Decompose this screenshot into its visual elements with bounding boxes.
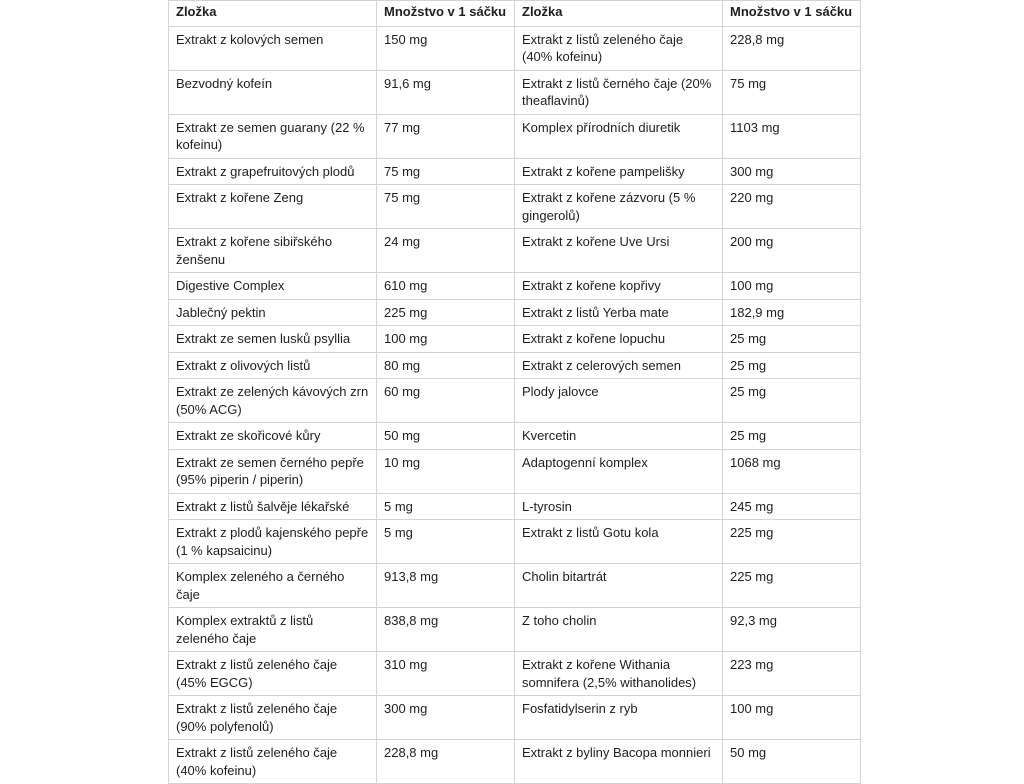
- amount-cell: 182,9 mg: [723, 299, 861, 326]
- amount-cell: 5 mg: [377, 520, 515, 564]
- table-row: [169, 352, 861, 379]
- ingredient-cell: Cholin bitartrát: [515, 564, 723, 608]
- ingredient-cell: Extrakt z kolových semen: [169, 26, 377, 70]
- table-row: [169, 520, 861, 564]
- ingredient-cell: Komplex přírodních diuretik: [515, 114, 723, 158]
- amount-cell: 5 mg: [377, 493, 515, 520]
- ingredient-cell: Extrakt ze semen lusků psyllia: [169, 326, 377, 353]
- amount-cell: 100 mg: [377, 326, 515, 353]
- amount-cell: 91,6 mg: [377, 70, 515, 114]
- table-row: [169, 423, 861, 450]
- amount-cell: 225 mg: [377, 299, 515, 326]
- table-row: [169, 70, 861, 114]
- table-row: [169, 158, 861, 185]
- ingredient-cell: Kvercetin: [515, 423, 723, 450]
- ingredient-cell: Extrakt z kořene Zeng: [169, 185, 377, 229]
- table-row: [169, 608, 861, 652]
- amount-cell: 913,8 mg: [377, 564, 515, 608]
- amount-cell: 228,8 mg: [377, 740, 515, 784]
- header-ingredient-left: Zložka: [169, 1, 377, 27]
- amount-cell: 60 mg: [377, 379, 515, 423]
- table-row: [169, 696, 861, 740]
- amount-cell: 50 mg: [723, 740, 861, 784]
- ingredient-cell: Plody jalovce: [515, 379, 723, 423]
- ingredient-cell: Extrakt z kořene lopuchu: [515, 326, 723, 353]
- amount-cell: 245 mg: [723, 493, 861, 520]
- table-row: [169, 273, 861, 300]
- ingredient-cell: Z toho cholin: [515, 608, 723, 652]
- table-row: [169, 326, 861, 353]
- ingredient-cell: Adaptogenní komplex: [515, 449, 723, 493]
- table-row: [169, 740, 861, 784]
- ingredient-cell: Extrakt z olivových listů: [169, 352, 377, 379]
- ingredient-cell: Extrakt z kořene zázvoru (5 % gingerolů): [515, 185, 723, 229]
- ingredient-cell: Extrakt z listů zeleného čaje (40% kofeinu): [169, 740, 377, 784]
- table-row: [169, 493, 861, 520]
- ingredient-cell: Extrakt z byliny Bacopa monnieri: [515, 740, 723, 784]
- ingredient-cell: Extrakt z listů zeleného čaje (90% polyfenolů): [169, 696, 377, 740]
- ingredients-table-container: [168, 0, 860, 784]
- amount-cell: 10 mg: [377, 449, 515, 493]
- table-row: [169, 185, 861, 229]
- ingredient-cell: Extrakt z grapefruitových plodů: [169, 158, 377, 185]
- ingredient-cell: Extrakt z plodů kajenského pepře (1 % kapsaicinu): [169, 520, 377, 564]
- amount-cell: 75 mg: [377, 185, 515, 229]
- table-row: [169, 114, 861, 158]
- ingredient-cell: Extrakt z kořene Withania somnifera (2,5% withanolides): [515, 652, 723, 696]
- table-row: [169, 379, 861, 423]
- amount-cell: 225 mg: [723, 520, 861, 564]
- amount-cell: 25 mg: [723, 352, 861, 379]
- ingredient-cell: Jablečný pektin: [169, 299, 377, 326]
- amount-cell: 310 mg: [377, 652, 515, 696]
- ingredient-cell: Extrakt z listů Gotu kola: [515, 520, 723, 564]
- amount-cell: 150 mg: [377, 26, 515, 70]
- ingredient-cell: Extrakt z listů černého čaje (20% theaflavinů): [515, 70, 723, 114]
- amount-cell: 838,8 mg: [377, 608, 515, 652]
- ingredient-cell: Extrakt z listů šalvěje lékařské: [169, 493, 377, 520]
- table-header-row: [169, 1, 861, 27]
- amount-cell: 92,3 mg: [723, 608, 861, 652]
- ingredient-cell: Bezvodný kofeín: [169, 70, 377, 114]
- table-row: [169, 564, 861, 608]
- amount-cell: 228,8 mg: [723, 26, 861, 70]
- amount-cell: 75 mg: [723, 70, 861, 114]
- amount-cell: 610 mg: [377, 273, 515, 300]
- ingredient-cell: Extrakt z listů Yerba mate: [515, 299, 723, 326]
- ingredient-cell: Komplex zeleného a černého čaje: [169, 564, 377, 608]
- header-ingredient-right: Zložka: [515, 1, 723, 27]
- table-row: [169, 449, 861, 493]
- ingredients-table: [168, 0, 861, 784]
- amount-cell: 75 mg: [377, 158, 515, 185]
- table-row: [169, 652, 861, 696]
- amount-cell: 25 mg: [723, 379, 861, 423]
- ingredient-cell: Extrakt ze semen guarany (22 % kofeinu): [169, 114, 377, 158]
- ingredient-cell: Extrakt z kořene pampelišky: [515, 158, 723, 185]
- amount-cell: 77 mg: [377, 114, 515, 158]
- ingredient-cell: Fosfatidylserin z ryb: [515, 696, 723, 740]
- amount-cell: 225 mg: [723, 564, 861, 608]
- amount-cell: 24 mg: [377, 229, 515, 273]
- ingredient-cell: Extrakt ze skořicové kůry: [169, 423, 377, 450]
- table-row: [169, 299, 861, 326]
- amount-cell: 25 mg: [723, 326, 861, 353]
- amount-cell: 50 mg: [377, 423, 515, 450]
- header-amount-right: Množstvo v 1 sáčku: [723, 1, 861, 27]
- amount-cell: 100 mg: [723, 273, 861, 300]
- amount-cell: 80 mg: [377, 352, 515, 379]
- amount-cell: 223 mg: [723, 652, 861, 696]
- ingredient-cell: Extrakt z kořene sibiřského ženšenu: [169, 229, 377, 273]
- table-row: [169, 26, 861, 70]
- ingredient-cell: L-tyrosin: [515, 493, 723, 520]
- ingredient-cell: Extrakt ze zelených kávových zrn (50% ACG): [169, 379, 377, 423]
- ingredient-cell: Digestive Complex: [169, 273, 377, 300]
- ingredient-cell: Extrakt z kořene kopřivy: [515, 273, 723, 300]
- header-amount-left: Množstvo v 1 sáčku: [377, 1, 515, 27]
- table-row: [169, 229, 861, 273]
- ingredient-cell: Komplex extraktů z listů zeleného čaje: [169, 608, 377, 652]
- amount-cell: 1103 mg: [723, 114, 861, 158]
- amount-cell: 200 mg: [723, 229, 861, 273]
- amount-cell: 100 mg: [723, 696, 861, 740]
- ingredient-cell: Extrakt z celerových semen: [515, 352, 723, 379]
- amount-cell: 220 mg: [723, 185, 861, 229]
- amount-cell: 1068 mg: [723, 449, 861, 493]
- amount-cell: 300 mg: [377, 696, 515, 740]
- amount-cell: 300 mg: [723, 158, 861, 185]
- ingredient-cell: Extrakt z listů zeleného čaje (45% EGCG): [169, 652, 377, 696]
- ingredient-cell: Extrakt z listů zeleného čaje (40% kofeinu): [515, 26, 723, 70]
- ingredient-cell: Extrakt z kořene Uve Ursi: [515, 229, 723, 273]
- amount-cell: 25 mg: [723, 423, 861, 450]
- ingredient-cell: Extrakt ze semen černého pepře (95% piperin / piperin): [169, 449, 377, 493]
